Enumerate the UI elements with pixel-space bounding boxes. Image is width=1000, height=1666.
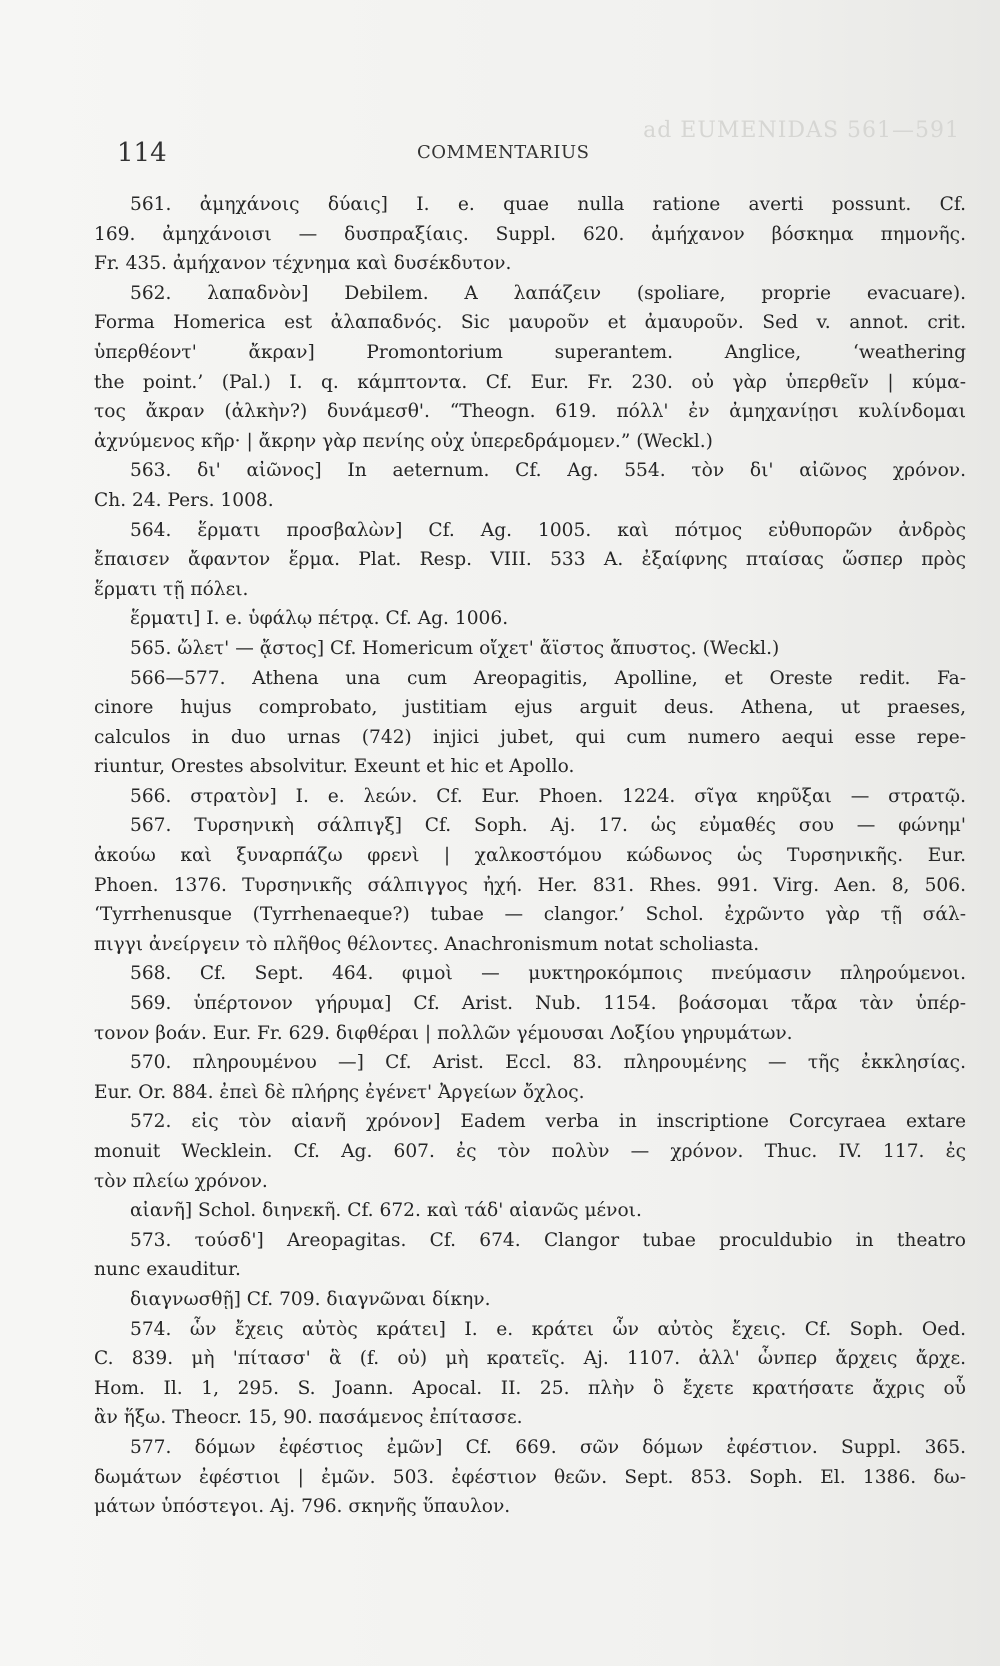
text-line: the point.’ (Pal.) I. q. κάμπτοντα. Cf. Eur. Fr. 230. οὐ γὰρ ὑπερθεῖν | κύμα- (94, 371, 966, 393)
text-line: 565. ὤλετ' — ᾄστος] Cf. Homericum οἴχετ' ἄϊστος ἄπυστος. (Weckl.) (130, 637, 780, 659)
text-line: ‘Tyrrhenusque (Tyrrhenaeque?) tubae — clangor.’ Schol. ἐχρῶντο γὰρ τῇ σάλ- (94, 904, 966, 926)
text-line: πιγγι ἀνείργειν τὸ πλῆθος θέλοντες. Anachronismum notat scholiasta. (94, 933, 760, 955)
text-line: ἀκούω καὶ ξυναρπάζω φρενὶ | χαλκοστόμου κώδωνος ὡς Τυρσηνικῆς. Eur. (94, 845, 966, 867)
text-line: 572. εἰς τὸν αἰανῆ χρόνον] Eadem verba in inscriptione Corcyraea extare (130, 1111, 966, 1133)
text-line: nunc exauditur. (94, 1259, 241, 1281)
text-line: Fr. 435. ἀμήχανον τέχνημα καὶ δυσέκδυτον. (94, 253, 512, 275)
text-line: αἰανῆ] Schol. διηνεκῆ. Cf. 672. καὶ τάδ' αἰανῶς μένοι. (130, 1200, 642, 1222)
text-line: riuntur, Orestes absolvitur. Exeunt et hic et Apollo. (94, 756, 575, 778)
text-line: 169. ἀμηχάνοισι — δυσπραξίαις. Suppl. 620. ἀμήχανον βόσκημα πημονῆς. (94, 223, 966, 245)
text-line: 561. ἀμηχάνοις δύαις] I. e. quae nulla ratione averti possunt. Cf. (130, 194, 966, 215)
text-line: 566—577. Athena una cum Areopagitis, Apolline, et Oreste redit. Fa- (130, 667, 966, 689)
text-line: τονον βοάν. Eur. Fr. 629. διφθέραι | πολλῶν γέμουσαι Λοξίου γηρυμάτων. (94, 1022, 793, 1044)
text-line: ἀχνύμενος κῆρ· | ἄκρην γὰρ πενίης οὐχ ὑπερεδράμομεν.” (Weckl.) (94, 430, 713, 452)
text-line: 563. δι' αἰῶνος] In aeternum. Cf. Ag. 554. τὸν δι' αἰῶνος χρόνον. (130, 460, 966, 482)
text-line: 570. πληρουμένου —] Cf. Arist. Eccl. 83. πληρουμένης — τῆς ἐκκλησίας. (130, 1052, 966, 1074)
text-line: 566. στρατὸν] I. e. λεών. Cf. Eur. Phoen. 1224. σῖγα κηρῦξαι — στρατῷ. (130, 785, 966, 807)
text-line: τος ἄκραν (ἀλκὴν?) δυνάμεσθ'. “Theogn. 619. πόλλ' ἐν ἀμηχανίῃσι κυλίνδομαι (94, 401, 966, 423)
text-line: 562. λαπαδνὸν] Debilem. A λαπάζειν (spoliare, proprie evacuare). (130, 282, 966, 304)
text-line: Ch. 24. Pers. 1008. (94, 489, 274, 511)
page-number: 114 (117, 138, 167, 168)
text-line: 564. ἕρματι προσβαλὼν] Cf. Ag. 1005. καὶ πότμος εὐθυπορῶν ἀνδρὸς (130, 519, 966, 541)
text-line: Forma Homerica est ἀλαπαδνός. Sic μαυροῦν et ἀμαυροῦν. Sed v. annot. crit. (94, 312, 966, 334)
text-line: ἂν ἥξω. Theocr. 15, 90. πασάμενος ἐπίτασσε. (94, 1407, 523, 1429)
text-line: ἕρματι] I. e. ὑφάλῳ πέτρᾳ. Cf. Ag. 1006. (130, 608, 509, 630)
text-line: ἕρματι τῇ πόλει. (94, 578, 249, 600)
bleed-through-text: ad EUMENIDAS 561—591 (643, 118, 960, 143)
text-line: 568. Cf. Sept. 464. φιμοὶ — μυκτηροκόμποις πνεύμασιν πληρούμενοι. (130, 963, 966, 985)
text-line: τὸν πλείω χρόνον. (94, 1170, 268, 1192)
text-line: monuit Wecklein. Cf. Ag. 607. ἐς τὸν πολὺν — χρόνον. Thuc. IV. 117. ἐς (94, 1141, 966, 1162)
text-line: C. 839. μὴ 'πίτασσ' ἃ (f. οὐ) μὴ κρατεῖς. Aj. 1107. ἀλλ' ὧνπερ ἄρχεις ἄρχε. (94, 1348, 966, 1370)
text-line: Phoen. 1376. Τυρσηνικῆς σάλπιγγος ἠχή. Her. 831. Rhes. 991. Virg. Aen. 8, 506. (94, 874, 966, 896)
text-line: μάτων ὑπόστεγοι. Aj. 796. σκηνῆς ὕπαυλον. (94, 1496, 511, 1518)
commentary-body (94, 190, 966, 1522)
text-line: cinore hujus comprobato, justitiam ejus arguit deus. Athena, ut praeses, (94, 697, 966, 719)
text-line: Eur. Or. 884. ἐπεὶ δὲ πλήρης ἐγένετ' Ἀργείων ὄχλος. (94, 1081, 585, 1103)
text-line: διαγνωσθῇ] Cf. 709. διαγνῶναι δίκην. (130, 1288, 491, 1310)
text-line: 567. Τυρσηνικὴ σάλπιγξ] Cf. Soph. Aj. 17. ὡς εὐμαθές σου — φώνημ' (130, 815, 966, 837)
text-line: δωμάτων ἐφέστιοι | ἐμῶν. 503. ἐφέστιον θεῶν. Sept. 853. Soph. El. 1386. δω- (94, 1466, 966, 1488)
text-line: calculos in duo urnas (742) injici jubet, qui cum numero aequi esse repe- (94, 726, 966, 748)
text-line: 574. ὧν ἔχεις αὐτὸς κράτει] I. e. κράτει ὧν αὐτὸς ἔχεις. Cf. Soph. Oed. (130, 1318, 966, 1340)
text-line: 577. δόμων ἐφέστιος ἐμῶν] Cf. 669. σῶν δόμων ἐφέστιον. Suppl. 365. (130, 1436, 966, 1458)
text-line: ὑπερθέοντ' ἄκραν] Promontorium superantem. Anglice, ‘weathering (94, 341, 966, 363)
text-line: 573. τούσδ'] Areopagitas. Cf. 674. Clangor tubae proculdubio in theatro (130, 1229, 966, 1251)
page-header (117, 138, 940, 168)
running-title: COMMENTARIUS (417, 142, 590, 163)
text-line: 569. ὑπέρτονον γήρυμα] Cf. Arist. Nub. 1154. βοάσομαι τἄρα τὰν ὑπέρ- (130, 993, 966, 1015)
text-line: Hom. Il. 1, 295. S. Joann. Apocal. II. 25. πλὴν ὃ ἔχετε κρατήσατε ἄχρις οὗ (94, 1377, 966, 1399)
text-line: ἔπαισεν ἄφαντον ἕρμα. Plat. Resp. VIII. 533 A. ἐξαίφνης πταίσας ὥσπερ πρὸς (94, 549, 966, 571)
